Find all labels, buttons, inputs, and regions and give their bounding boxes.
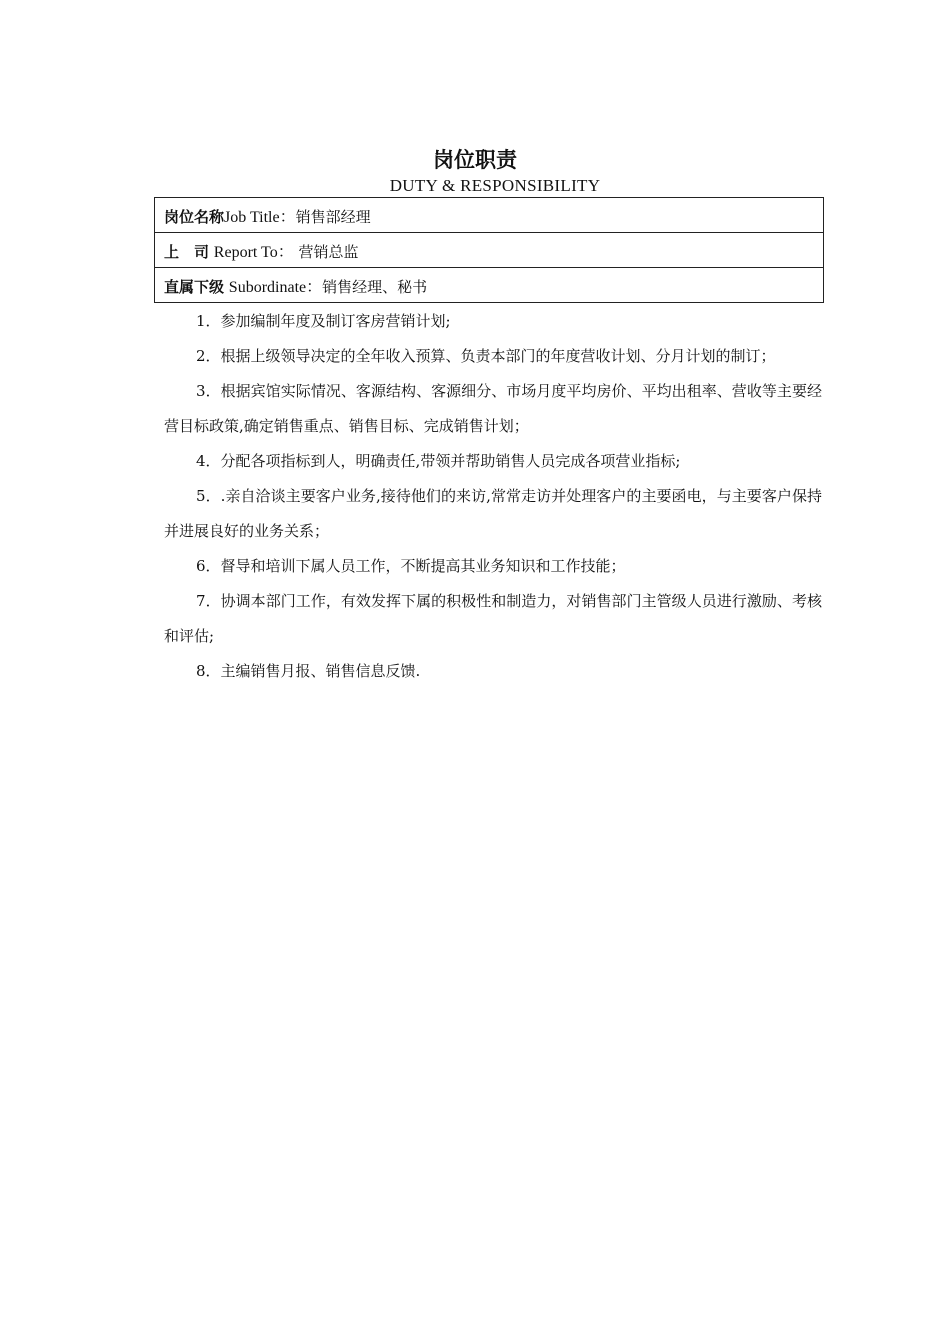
- job-info-table: [154, 197, 824, 303]
- report-to-label: 上 司: [164, 242, 210, 261]
- job-title-label-en: Job Title：: [224, 208, 296, 226]
- duty-item-3: 3．根据宾馆实际情况、客源结构、客源细分、市场月度平均房价、平均出租率、营收等主要经营目标政策,确定销售重点、销售目标、完成销售计划；: [164, 382, 822, 435]
- duty-item-5: 5．.亲自洽谈主要客户业务,接待他们的来访,常常走访并处理客户的主要函电，与主要客户保持并进展良好的业务关系；: [164, 487, 822, 540]
- report-to-cell: [155, 233, 824, 268]
- subordinate-row: [155, 268, 824, 303]
- report-to-row: [155, 233, 824, 268]
- duty-item-4: 4．分配各项指标到人，明确责任,带领并帮助销售人员完成各项营业指标;: [196, 452, 681, 470]
- job-title-value: 销售部经理: [295, 207, 371, 226]
- job-title-cell: [155, 198, 824, 233]
- page-subtitle: DUTY & RESPONSIBILITY: [389, 176, 601, 195]
- report-to-value: 营销总监: [298, 242, 359, 261]
- duty-item-1: 1．参加编制年度及制订客房营销计划;: [196, 312, 451, 330]
- subordinate-cell: [155, 268, 824, 303]
- report-to-label-en: Report To：: [213, 243, 294, 261]
- job-title-label: 岗位名称: [164, 207, 225, 226]
- job-title-row: [155, 198, 824, 233]
- duty-item-6: 6．督导和培训下属人员工作，不断提高其业务知识和工作技能；: [196, 557, 626, 575]
- subordinate-label-en: Subordinate：: [228, 278, 323, 296]
- subordinate-label: 直属下级: [164, 277, 225, 296]
- duty-item-7: 7．协调本部门工作，有效发挥下属的积极性和制造力，对销售部门主管级人员进行激励、考核和评估;: [164, 592, 822, 645]
- page-title: 岗位职责: [433, 148, 517, 172]
- duty-item-2: 2．根据上级领导决定的全年收入预算、负责本部门的年度营收计划、分月计划的制订；: [196, 347, 776, 365]
- subordinate-value: 销售经理、秘书: [322, 277, 428, 296]
- duty-item-8: 8．主编销售月报、销售信息反馈.: [196, 662, 421, 680]
- duty-list: [164, 304, 822, 689]
